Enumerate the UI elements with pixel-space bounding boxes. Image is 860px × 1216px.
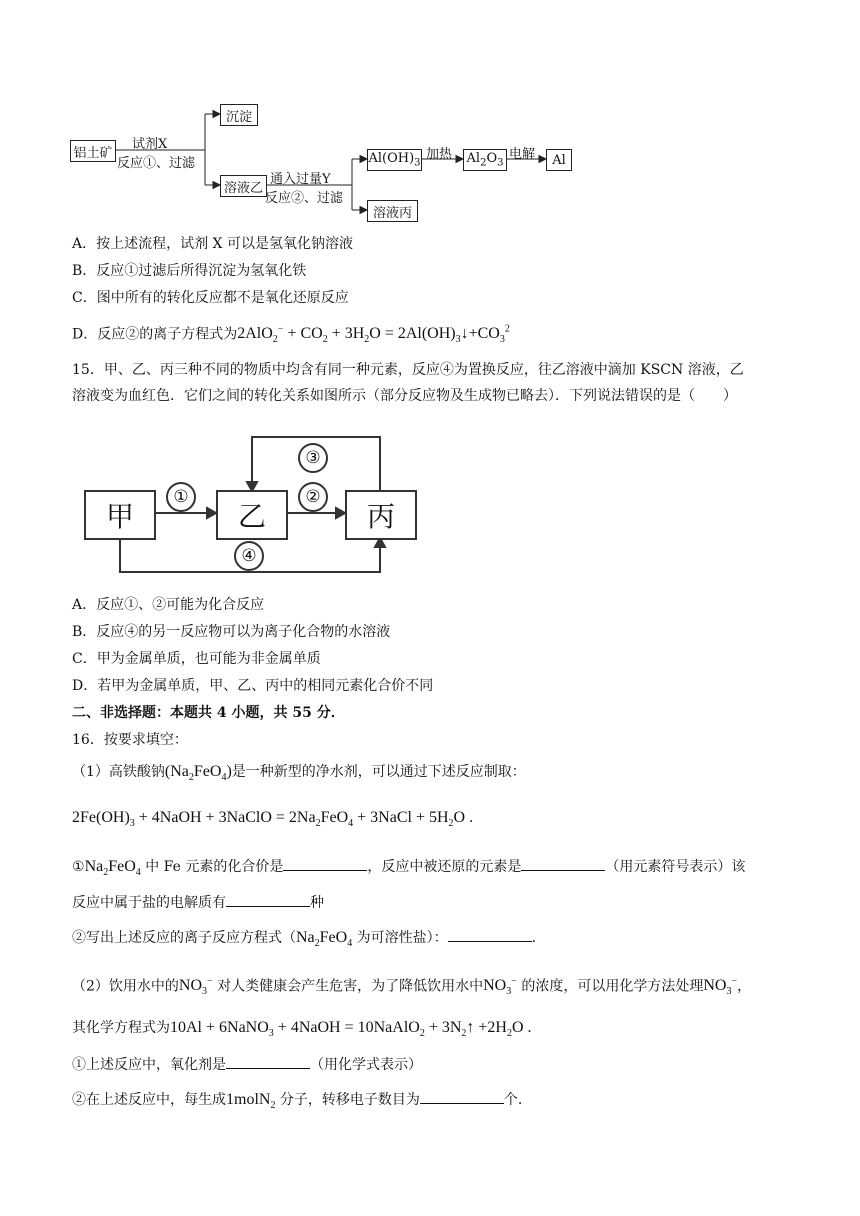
q16-part1-prefix: （1）高铁酸钠	[72, 764, 165, 780]
q16-2-electron-mid: 分子，转移电子数目为	[275, 1092, 420, 1108]
al-label: Al	[552, 152, 566, 168]
jia-label: 甲	[105, 500, 134, 533]
q16-1-line-a	[72, 856, 745, 883]
yi-label: 乙	[237, 500, 266, 533]
q16-2-electron-line	[72, 1089, 522, 1116]
q16-1-line-a-text2: ，反应中被还原的元素是	[367, 859, 522, 875]
bing-label: 丙	[366, 500, 395, 533]
al2o3-sub1: 2	[480, 157, 487, 169]
q16-1-line-b-tail: 种	[310, 895, 324, 911]
q16-2-electron-tail: 个.	[503, 1092, 523, 1108]
reaction-3-marker: ③	[298, 443, 328, 473]
fe-valence-blank[interactable]	[283, 856, 367, 871]
aluminum-nitrate-equation: 10Al + 6NaNO$_3$ + 4NaOH = 10NaAlO$_2$ + $3N_2↑ +2H_2O$ .	[170, 1019, 532, 1040]
period-mark: .	[531, 930, 537, 946]
ferrate-reaction-equation: $2Fe(OH)_3$ + 4NaOH + 3NaClO = $2Na_2FeO_4$ + 3NaCl + $5H_2O$ .	[72, 809, 474, 830]
q16-2-oxidant-tail: （用化学式表示）	[310, 1057, 422, 1073]
jia-box	[84, 490, 156, 540]
q15-option-c: C．甲为金属单质，也可能为非金属单质	[72, 651, 321, 667]
q16-intro: 16．按要求填空：	[72, 732, 188, 748]
q16-1-line-b-text: 反应中属于盐的电解质有	[72, 895, 226, 911]
q16-part2-mid: 对人类健康会产生危害，为了降低饮用水中	[212, 978, 484, 995]
electron-count-blank[interactable]	[420, 1089, 504, 1104]
q16-1-line-c-prefix: ②写出上述反应的离子反应方程式（	[72, 930, 296, 946]
reaction-2-marker: ②	[298, 482, 328, 512]
nitrate-formula-1: $NO_3^-$	[178, 976, 213, 998]
oxidant-blank[interactable]	[226, 1054, 310, 1069]
reaction-1-marker: ①	[166, 482, 196, 512]
q16-part1-suffix: 是一种新型的净水剂，可以通过下述反应制取：	[231, 764, 526, 780]
q14-option-b: B．反应①过滤后所得沉淀为氢氧化铁	[72, 263, 307, 279]
precipitate-label: 沉淀	[225, 109, 252, 125]
al2o3-sub2: 3	[497, 157, 504, 169]
reaction2-label: 反应②、过滤	[265, 191, 344, 206]
q16-2-electron-prefix: ②在上述反应中，每生成	[72, 1092, 226, 1108]
q14-option-d-prefix: D．反应②的离子方程式为	[72, 326, 238, 343]
nitrate-formula-2: $NO_3^-$	[483, 976, 517, 998]
q15-option-b: B．反应④的另一反应物可以为离子化合物的水溶液	[72, 624, 391, 640]
q16-part2-prefix: （2）饮用水中的	[72, 978, 179, 995]
q16-2-oxidant-text: ①上述反应中，氧化剂是	[72, 1057, 226, 1073]
section2-heading: 二、非选择题：本题共 4 小题，共 55 分．	[72, 705, 345, 721]
reaction1-label: 反应①、过滤	[117, 156, 196, 171]
q16-part1-intro	[72, 762, 526, 788]
ionic-equation-blank[interactable]	[448, 927, 532, 942]
q15-stem-line1: 15．甲、乙、丙三种不同的物质中均含有同一种元素，反应④为置换反应，往乙溶液中滴加 KSCN 溶液，乙	[72, 362, 744, 378]
electrolysis-label: 电解	[509, 147, 536, 162]
heat-label: 加热	[426, 147, 453, 162]
reduced-element-blank[interactable]	[521, 856, 605, 871]
one-mol-n2: 1molN$_2$	[226, 1091, 276, 1112]
q16-part2-mid2: 的浓度，可以用化学方法处理	[516, 978, 704, 995]
solution-c-label: 溶液丙	[372, 205, 412, 221]
q15-option-a: A．反应①、②可能为化合反应	[72, 597, 265, 613]
reaction-4-marker: ④	[234, 541, 264, 571]
q16-part2-equation-line	[72, 1018, 532, 1044]
ore-label: 铝土矿	[73, 145, 113, 161]
q16-2-oxidant-line	[72, 1054, 422, 1075]
aloh3-text: Al(OH)	[368, 151, 415, 167]
al2o3-o: O	[486, 151, 498, 167]
q14-option-d-equation: $2AlO_2^- + CO_2 + 3H_2O$ = $2Al(OH)_3↓+CO_3^2$	[237, 324, 510, 346]
q16-1-line-a-text3: （用元素符号表示）该	[605, 859, 746, 875]
al2o3-al: Al	[466, 151, 481, 167]
bing-box	[345, 490, 417, 540]
sodium-ferrate-formula: $(Na_2FeO_4)$	[164, 763, 232, 784]
nitrate-formula-3: $NO_3^-$	[703, 976, 738, 998]
circle-1-marker: ①	[72, 859, 85, 875]
q14-option-c: C．图中所有的转化反应都不是氧化还原反应	[72, 290, 349, 306]
q16-part2-equation-prefix: 其化学方程式为	[72, 1020, 170, 1036]
q16-part2-intro	[72, 972, 751, 1003]
reagent-x-label: 试剂X	[132, 137, 168, 152]
q15-stem-line2: 溶液变为血红色．它们之间的转化关系如图所示（部分反应物及生成物已略去）．下列说法错误的是（ ）	[72, 388, 737, 404]
q15-option-d: D．若甲为金属单质，甲、乙、丙中的相同元素化合价不同	[72, 678, 434, 694]
yi-box	[216, 490, 288, 540]
q16-1-line-c-mid: 为可溶性盐）：	[352, 930, 448, 946]
salt-count-blank[interactable]	[226, 892, 310, 907]
aloh3-sub: 3	[414, 157, 421, 169]
solution-b-label: 溶液乙	[223, 180, 263, 196]
q16-1-line-c	[72, 927, 536, 954]
q16-1-line-b	[72, 892, 324, 913]
q16-1-line-a-text1: 中 Fe 元素的化合价是	[140, 859, 284, 875]
na2feo4-formula-2: $Na_2FeO_4$	[296, 929, 353, 950]
excess-y-label: 通入过量Y	[270, 172, 331, 187]
q14-option-a: A．按上述流程，试剂 X 可以是氢氧化钠溶液	[72, 236, 353, 252]
na2feo4-formula: $Na_2FeO_4$	[84, 858, 141, 879]
comma-mark: ，	[737, 978, 752, 995]
